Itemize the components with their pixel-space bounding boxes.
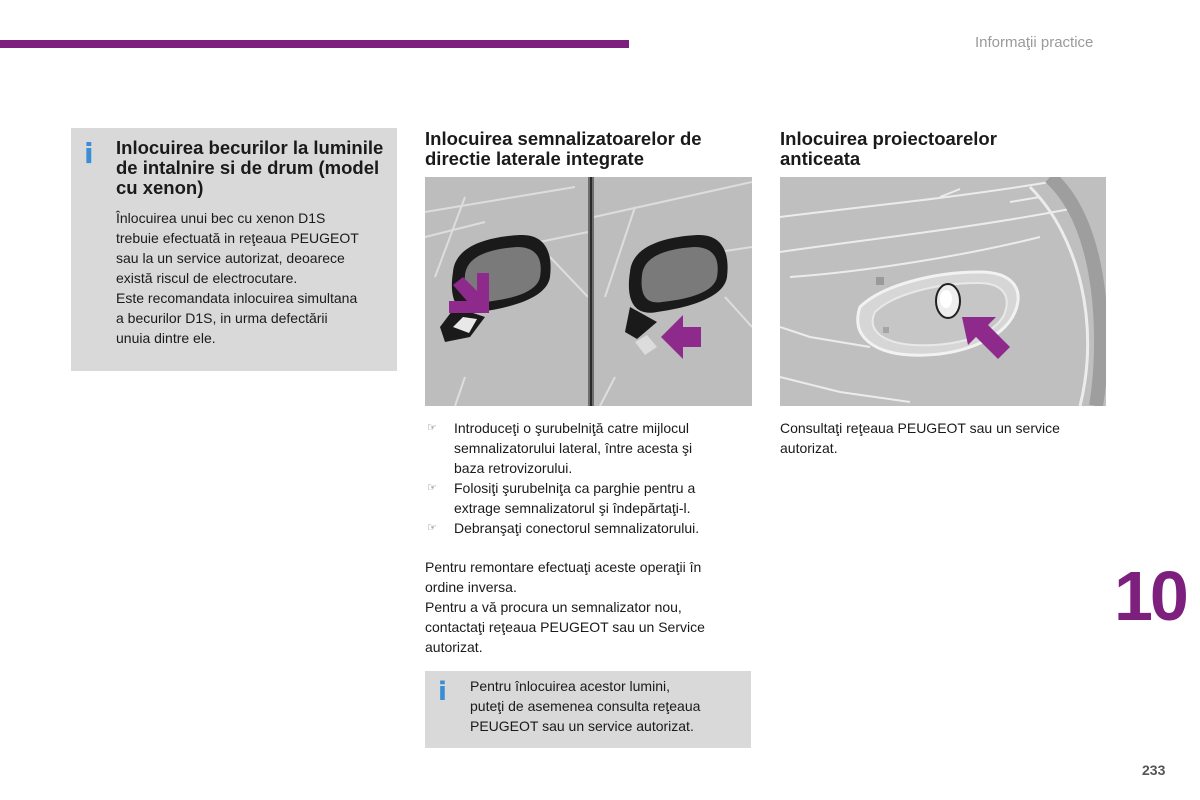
text-line: extrage semnalizatorul şi îndepărtaţi-l. bbox=[454, 500, 691, 516]
heading-line: Inlocuirea semnalizatoarelor de bbox=[425, 128, 702, 149]
text-line: contactaţi reţeaua PEUGEOT sau un Service bbox=[425, 619, 705, 635]
text-line: Este recomandata inlocuirea simultana bbox=[116, 290, 358, 306]
text-line: Consultaţi reţeaua PEUGEOT sau un service bbox=[780, 420, 1060, 436]
mirror-illustration bbox=[425, 177, 752, 406]
bullet-marker-icon: ☞ bbox=[427, 522, 437, 534]
info-icon: i bbox=[84, 137, 94, 170]
xenon-info-box bbox=[71, 128, 397, 371]
text-line: trebuie efectuată in reţeaua PEUGEOT bbox=[116, 230, 359, 246]
procedure-bullets bbox=[425, 418, 750, 538]
text-line: Debranşaţi conectorul semnalizatorului. bbox=[454, 520, 700, 536]
heading-line: Inlocuirea proiectoarelor bbox=[780, 128, 997, 149]
list-item bbox=[425, 518, 750, 538]
fog-lamp-heading bbox=[780, 129, 1110, 169]
remount-paragraph bbox=[425, 557, 750, 657]
text-line: a becurilor D1S, in urma defectării bbox=[116, 310, 328, 326]
lights-info-text bbox=[470, 676, 740, 736]
text-line: puteţi de asemenea consulta reţeaua bbox=[470, 698, 701, 714]
text-line: semnalizatorului lateral, între acesta şi bbox=[454, 440, 693, 456]
text-line: Înlocuirea unui bec cu xenon D1S bbox=[116, 210, 326, 226]
text-line: ordine inversa. bbox=[425, 579, 517, 595]
info-icon: i bbox=[438, 677, 447, 707]
page-number: 233 bbox=[1142, 762, 1166, 778]
text-line: Pentru înlocuirea acestor lumini, bbox=[470, 678, 670, 694]
text-line: Pentru a vă procura un semnalizator nou, bbox=[425, 599, 682, 615]
text-line: există riscul de electrocutare. bbox=[116, 270, 298, 286]
turn-signal-heading bbox=[425, 129, 755, 169]
section-title: Informaţii practice bbox=[975, 34, 1094, 51]
text-line: baza retrovizorului. bbox=[454, 460, 573, 476]
text-line: autorizat. bbox=[780, 440, 838, 456]
xenon-info-title: Inlocuirea becurilor la luminile de intalnire si de drum (model cu xenon) bbox=[116, 137, 384, 198]
list-item bbox=[425, 418, 750, 478]
text-line: Introduceţi o şurubelniţă catre mijlocul bbox=[454, 420, 690, 436]
text-line: sau la un service autorizat, deoarece bbox=[116, 250, 345, 266]
bullet-marker-icon: ☞ bbox=[427, 482, 437, 494]
bullet-marker-icon: ☞ bbox=[427, 422, 437, 434]
text-line: Pentru remontare efectuaţi aceste operaţii în bbox=[425, 559, 702, 575]
heading-line: directie laterale integrate bbox=[425, 148, 645, 169]
xenon-info-text bbox=[116, 208, 391, 348]
fog-lamp-paragraph bbox=[780, 418, 1106, 458]
text-line: PEUGEOT sau un service autorizat. bbox=[470, 718, 694, 734]
heading-line: anticeata bbox=[780, 148, 861, 169]
text-line: Folosiţi şurubelniţa ca parghie pentru a bbox=[454, 480, 696, 496]
fog-lamp-illustration bbox=[780, 177, 1106, 406]
chapter-number: 10 bbox=[1114, 557, 1186, 635]
fog-lamp-drawing bbox=[780, 177, 1106, 406]
header-accent-bar bbox=[0, 40, 629, 48]
list-item bbox=[425, 478, 750, 518]
text-line: unuia dintre ele. bbox=[116, 330, 216, 346]
text-line: autorizat. bbox=[425, 639, 483, 655]
lights-info-box bbox=[425, 671, 751, 748]
mirror-drawing bbox=[425, 177, 752, 406]
